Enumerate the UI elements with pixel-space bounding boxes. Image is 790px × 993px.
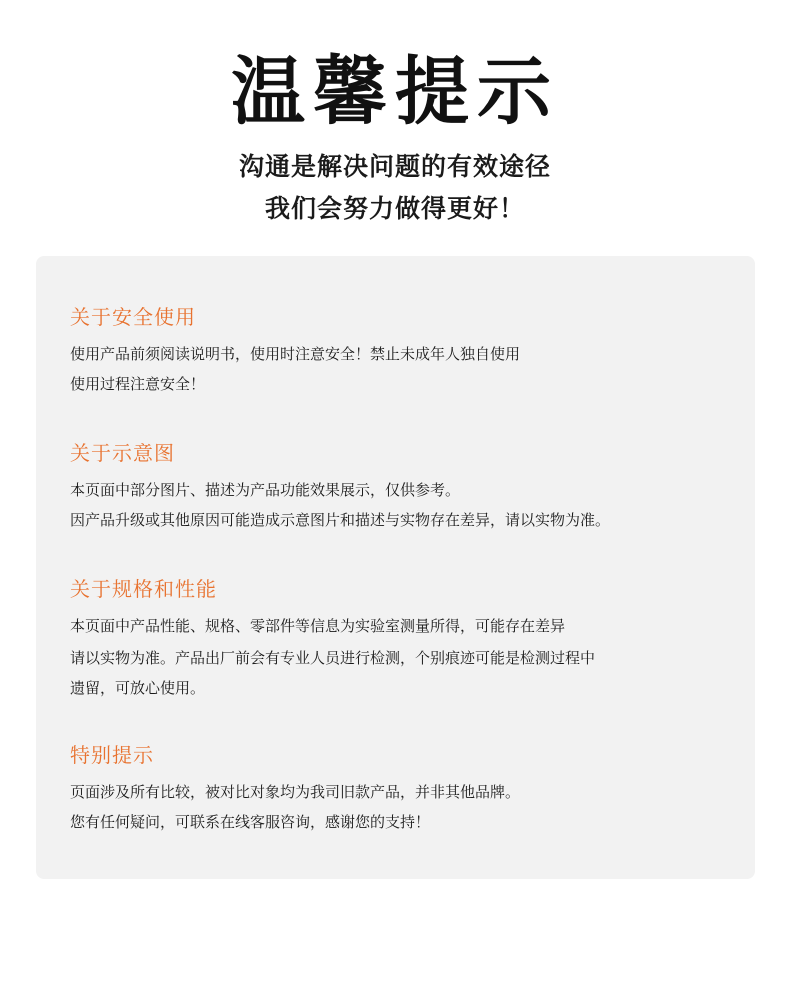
section-special-line-1: 页面涉及所有比较，被对比对象均为我司旧款产品，并非其他品牌。 [70, 783, 521, 801]
section-heading-safety: 关于安全使用 [70, 305, 196, 329]
section-specs-line-2: 请以实物为准。产品出厂前会有专业人员进行检测，个别痕迹可能是检测过程中 [70, 649, 596, 667]
notice-card [36, 256, 755, 879]
section-safety-line-1: 使用产品前须阅读说明书，使用时注意安全！禁止未成年人独自使用 [70, 345, 521, 363]
section-special-line-2: 您有任何疑问，可联系在线客服咨询，感谢您的支持！ [70, 813, 431, 831]
section-illustration-line-2: 因产品升级或其他原因可能造成示意图片和描述与实物存在差异，请以实物为准。 [70, 511, 611, 529]
section-heading-specs: 关于规格和性能 [70, 577, 217, 601]
section-illustration-line-1: 本页面中部分图片、描述为产品功能效果展示，仅供参考。 [70, 481, 461, 499]
section-heading-special: 特别提示 [70, 743, 154, 767]
section-specs-line-3: 遗留，可放心使用。 [70, 679, 206, 697]
section-specs-line-1: 本页面中产品性能、规格、零部件等信息为实验室测量所得，可能存在差异 [70, 617, 566, 635]
subtitle-line-1: 沟通是解决问题的有效途径 [238, 152, 551, 181]
subtitle-line-2: 我们会努力做得更好！ [264, 194, 525, 223]
section-safety-line-2: 使用过程注意安全！ [70, 375, 206, 393]
page-title: 温馨提示 [231, 49, 559, 135]
section-heading-illustration: 关于示意图 [70, 441, 175, 465]
